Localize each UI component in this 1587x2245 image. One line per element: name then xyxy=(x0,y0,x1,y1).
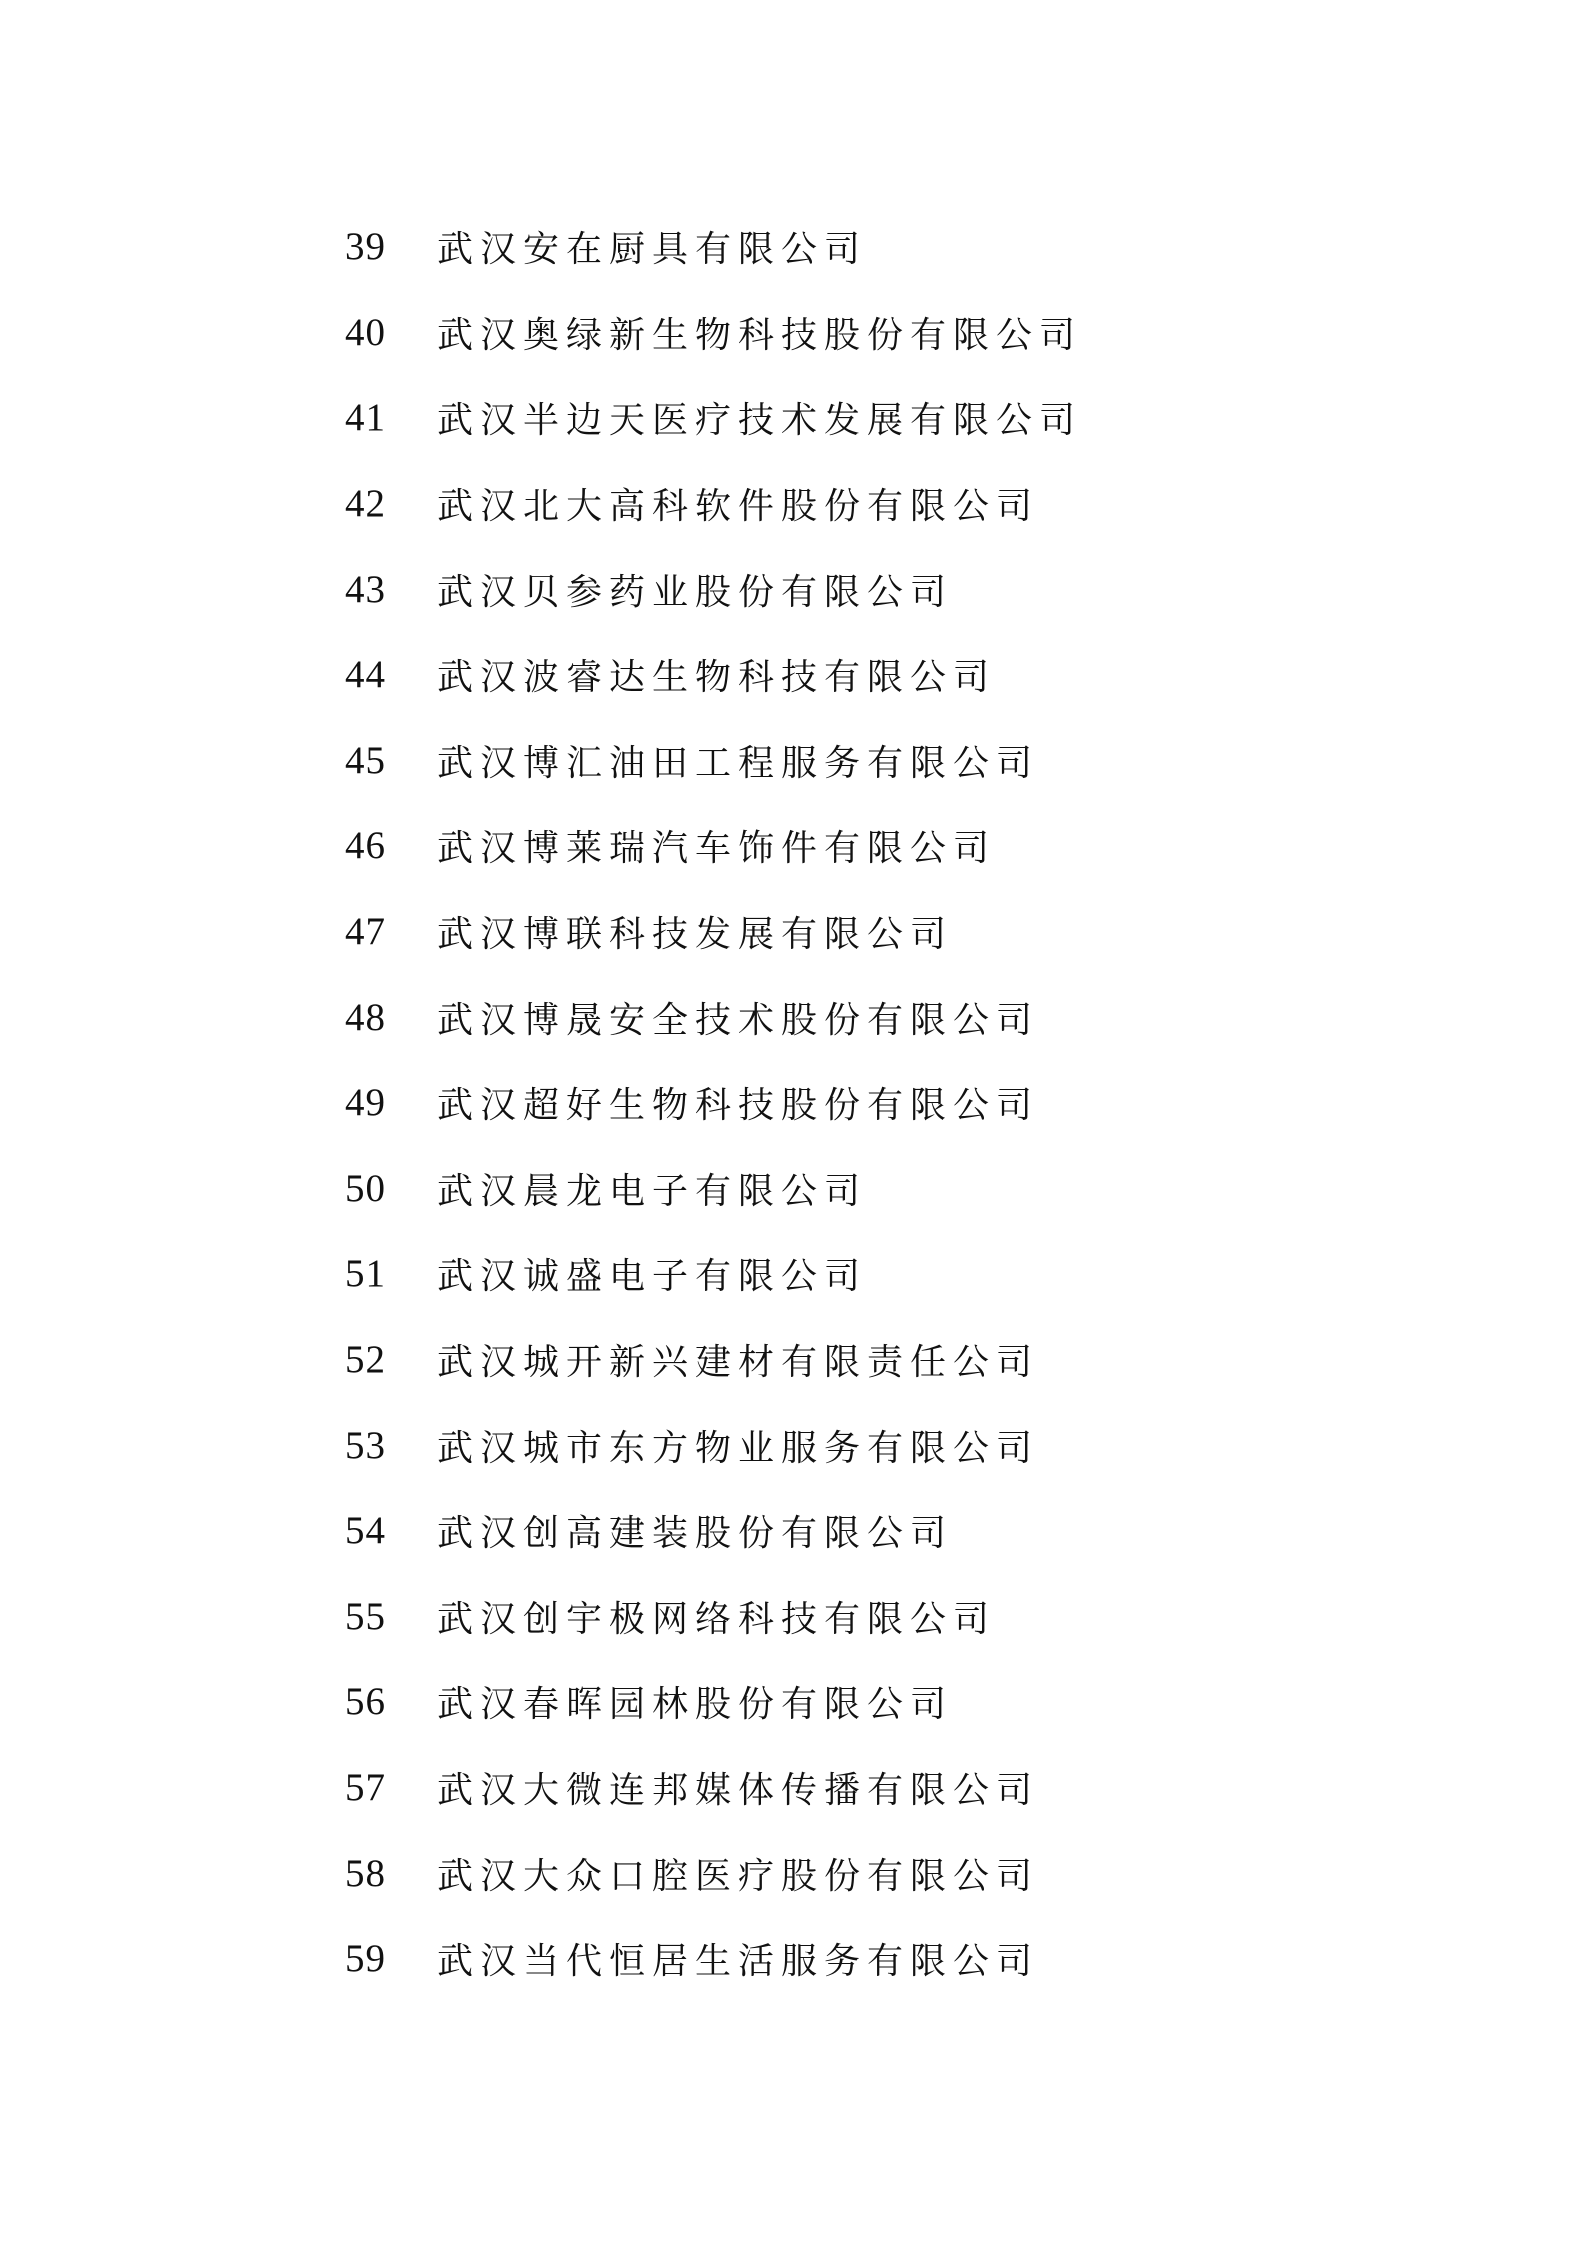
entry-number: 57 xyxy=(345,1765,386,1809)
entry-number: 53 xyxy=(345,1423,386,1467)
company-name: 武汉大微连邦媒体传播有限公司 xyxy=(437,1769,1040,1811)
entry-number: 51 xyxy=(345,1252,386,1296)
list-item xyxy=(345,632,1082,718)
entry-number: 46 xyxy=(345,824,386,868)
company-name: 武汉博联科技发展有限公司 xyxy=(437,914,954,956)
company-name: 武汉奥绿新生物科技股份有限公司 xyxy=(437,314,1083,356)
list-item xyxy=(345,889,1082,975)
list-item xyxy=(345,1574,1082,1660)
company-name: 武汉半边天医疗技术发展有限公司 xyxy=(437,400,1083,442)
entry-number: 44 xyxy=(345,653,386,697)
list-item xyxy=(345,974,1082,1060)
list-item xyxy=(345,1231,1082,1317)
entry-number: 43 xyxy=(345,567,386,611)
list-item xyxy=(345,803,1082,889)
company-name: 武汉博莱瑞汽车饰件有限公司 xyxy=(437,828,997,870)
company-name: 武汉创宇极网络科技有限公司 xyxy=(437,1598,997,1640)
list-item xyxy=(345,718,1082,804)
company-name: 武汉城市东方物业服务有限公司 xyxy=(437,1427,1040,1469)
company-name: 武汉贝参药业股份有限公司 xyxy=(437,571,954,613)
list-item xyxy=(345,546,1082,632)
list-item xyxy=(345,1916,1082,2002)
entry-number: 45 xyxy=(345,738,386,782)
entry-number: 42 xyxy=(345,482,386,526)
entry-number: 47 xyxy=(345,910,386,954)
list-item xyxy=(345,461,1082,547)
company-name: 武汉博晟安全技术股份有限公司 xyxy=(437,999,1040,1041)
company-name: 武汉超好生物科技股份有限公司 xyxy=(437,1085,1040,1127)
list-item xyxy=(345,1659,1082,1745)
company-name: 武汉诚盛电子有限公司 xyxy=(437,1256,868,1298)
company-name: 武汉创高建装股份有限公司 xyxy=(437,1513,954,1555)
entry-number: 52 xyxy=(345,1338,386,1382)
entry-number: 40 xyxy=(345,310,386,354)
entry-number: 55 xyxy=(345,1594,386,1638)
list-item xyxy=(345,1830,1082,1916)
company-name: 武汉安在厨具有限公司 xyxy=(437,229,868,271)
company-name: 武汉波睿达生物科技有限公司 xyxy=(437,657,997,699)
list-item xyxy=(345,290,1082,376)
company-name: 武汉大众口腔医疗股份有限公司 xyxy=(437,1855,1040,1897)
list-item xyxy=(345,1146,1082,1232)
company-name: 武汉北大高科软件股份有限公司 xyxy=(437,486,1040,528)
entry-number: 49 xyxy=(345,1081,386,1125)
list-item xyxy=(345,1317,1082,1403)
company-list xyxy=(345,204,1082,2001)
entry-number: 48 xyxy=(345,995,386,1039)
company-name: 武汉春晖园林股份有限公司 xyxy=(437,1684,954,1726)
list-item xyxy=(345,1402,1082,1488)
entry-number: 39 xyxy=(345,225,386,269)
list-item xyxy=(345,1745,1082,1831)
company-name: 武汉城开新兴建材有限责任公司 xyxy=(437,1342,1040,1384)
list-item xyxy=(345,375,1082,461)
company-name: 武汉博汇油田工程服务有限公司 xyxy=(437,742,1040,784)
list-item xyxy=(345,204,1082,290)
entry-number: 59 xyxy=(345,1937,386,1981)
entry-number: 58 xyxy=(345,1851,386,1895)
entry-number: 50 xyxy=(345,1166,386,1210)
entry-number: 56 xyxy=(345,1680,386,1724)
list-item xyxy=(345,1060,1082,1146)
company-name: 武汉当代恒居生活服务有限公司 xyxy=(437,1941,1040,1983)
entry-number: 54 xyxy=(345,1509,386,1553)
entry-number: 41 xyxy=(345,396,386,440)
list-item xyxy=(345,1488,1082,1574)
company-name: 武汉晨龙电子有限公司 xyxy=(437,1170,868,1212)
